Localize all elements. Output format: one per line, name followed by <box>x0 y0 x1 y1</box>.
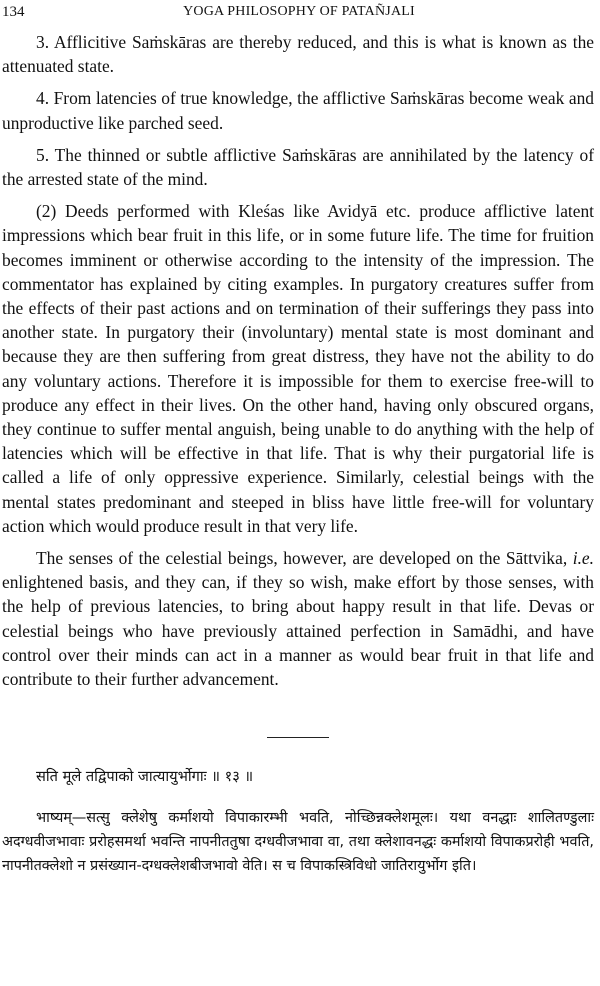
paragraph-parched-seed: 4. From latencies of true knowledge, the afflictive Saṁskāras become weak and unproductive like parched seed. <box>2 88 594 133</box>
paragraph-celestial-beings <box>2 546 594 691</box>
sutra-verse: सति मूले तद्विपाको जात्यायुर्भोगाः ॥ १३ ॥ <box>36 768 254 786</box>
page-header <box>2 2 596 24</box>
page-number: 134 <box>2 4 25 20</box>
paragraph-attenuated-state: 3. Afflicitive Saṁskāras are thereby reduced, and this is what is known as the attenuated state. <box>2 32 594 77</box>
celestial-text-part-2: enlightened basis, and they can, if they so wish, make effort by those senses, with the help of previous latencies, to bring about happy result in that life. Devas or celestial beings who have previously attained perfection in Samādhi, and have control over their minds can act in a manner as would bear fruit in that life and contribute to their further advancement. <box>2 572 594 690</box>
celestial-text-part-1: The senses of the celestial beings, however, are developed on the Sāttvika, <box>36 548 573 569</box>
body-text <box>2 30 594 878</box>
running-title: YOGA PHILOSOPHY OF PATAÑJALI <box>183 4 415 19</box>
paragraph-deeds-and-klesas: (2) Deeds performed with Kleśas like Avidyā etc. produce afflictive latent impressions which bear fruit in this life, or in some future life. The time for fruition becomes imminent or otherwise according to the intensity of the impression. The commentator has explained by citing examples. In purgatory creatures suffer from the effects of their past actions and on termination of their sufferings they pass into another state. In purgatory their (involuntary) mental state is most dominant and because they are then suffering from great distress, they have not the ability to do any voluntary actions. Therefore it is impossible for them to exercise free-will to produce any effect in their lives. On the other hand, having only obscured organs, they continue to suffer mental anguish, being unable to do anything with the help of latencies which will be effective in that life. That is why their purgatorial life is called a life of only oppressive experience. Similarly, celestial beings with the mental states predominant and steeped in bliss have little free-will for voluntary action which would produce result in that very life. <box>2 201 594 536</box>
paragraph-arrested-state: 5. The thinned or subtle afflictive Saṁskāras are annihilated by the latency of the arrested state of the mind. <box>2 144 594 190</box>
celestial-text-italic: i.e. <box>572 548 594 569</box>
section-divider <box>267 737 329 738</box>
bhashya-commentary: भाष्यम्—सत्सु क्लेशेषु कर्माशयो विपाकारम्भी भवति, नोच्छिन्नक्लेशमूलः। यथा वनद्धाः शालितण्डुलाः अदग्धवीजभावाः प्ररोहसमर्था भवन्ति नापनीततुषा दग्धवीजभावा वा, तथा क्लेशावनद्धः कर्माशयो विपाकप्ररोही भवति, नापनीतक्लेशो न प्रसंख्यान-दग्धक्लेशबीजभावो वेति। स च विपाकस्त्रिविधो जातिरायुर्भोग इति। <box>2 810 594 875</box>
